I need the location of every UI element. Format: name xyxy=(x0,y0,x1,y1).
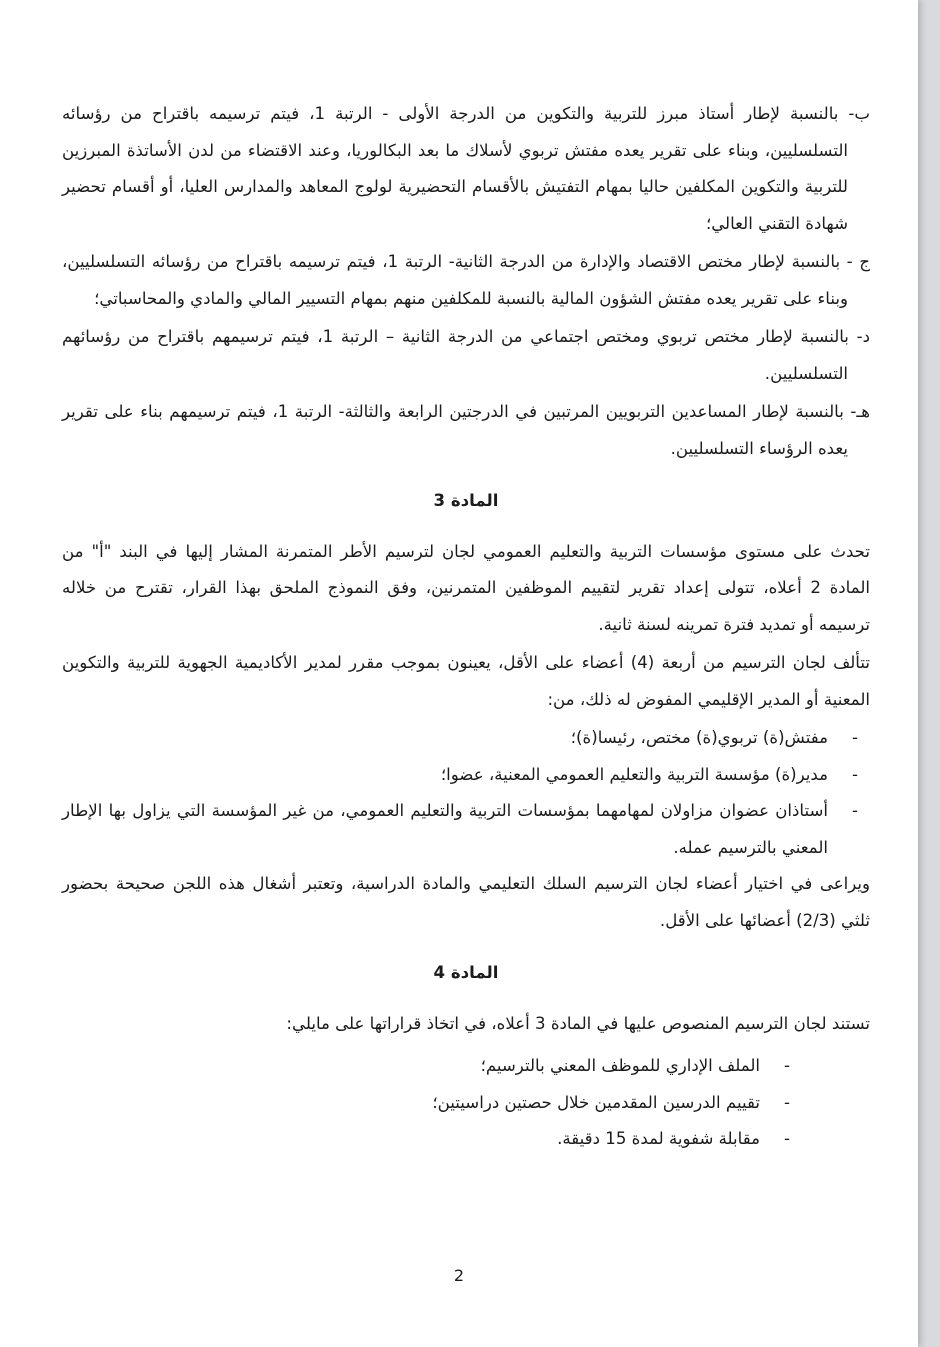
article-3-paragraph-3: ويراعى في اختيار أعضاء لجان الترسيم السلك التعليمي والمادة الدراسية، وتعتبر أشغال هذه اللجن صحيحة بحضور ثلثي (2/3) أعضائها على الأقل. xyxy=(62,874,870,930)
committee-members-list xyxy=(62,720,870,866)
page-number: 2 xyxy=(453,1266,465,1285)
paragraph-j: ج - بالنسبة لإطار مختص الاقتصاد والإدارة من الدرجة الثانية- الرتبة 1، فيتم ترسيمه باقتراح من رؤسائه التسلسليين، وبناء على تقرير يعده مفتش الشؤون المالية بالنسبة للمكلفين منهم بمهام التسيير المالي والمادي والمحاسباتي؛ xyxy=(62,252,870,308)
article-3-paragraph-1: تحدث على مستوى مؤسسات التربية والتعليم العمومي لجان لترسيم الأطر المتمرنة المشار إليها في البند "أ" من المادة 2 أعلاه، تتولى إعداد تقرير لتقييم الموظفين المتمرنين، وفق النموذج الملحق بهذا القرار، تقترح من خلاله ترسيمه أو تمديد فترة تمرينه لسنة ثانية. xyxy=(62,541,870,634)
list-item xyxy=(62,1085,870,1122)
dash-bullet: - xyxy=(784,1092,790,1112)
list-item xyxy=(62,1048,870,1085)
article-4-intro: تستند لجان الترسيم المنصوص عليها في المادة 3 أعلاه، في اتخاذ قراراتها على مايلي: xyxy=(286,1013,870,1033)
member-text: مفتش(ة) تربوي(ة) مختص، رئيسا(ة)؛ xyxy=(570,728,828,747)
article-3-paragraph-2: تتألف لجان الترسيم من أربعة (4) أعضاء على الأقل، يعينون بموجب مقرر لمدير الأكاديمية الجهوية للتربية والتكوين المعنية أو المدير الإقليمي المفوض له ذلك، من: xyxy=(62,653,870,709)
dash-bullet: - xyxy=(852,801,858,820)
article-3-heading: المادة 3 xyxy=(433,491,499,510)
paragraph-h: هـ- بالنسبة لإطار المساعدين التربويين المرتبين في الدرجتين الرابعة والثالثة- الرتبة 1، فيتم ترسيمهم بناء على تقرير يعده الرؤساء التسلسليين. xyxy=(62,402,870,458)
criterion-text: تقييم الدرسين المقدمين خلال حصتين دراسيتين؛ xyxy=(432,1092,760,1112)
criterion-text: الملف الإداري للموظف المعني بالترسيم؛ xyxy=(480,1056,760,1075)
document-body xyxy=(62,96,870,1158)
list-item xyxy=(62,757,870,794)
list-item xyxy=(62,720,870,757)
list-item xyxy=(62,793,870,866)
paragraph-b: ب- بالنسبة لإطار أستاذ مبرز للتربية والتكوين من الدرجة الأولى - الرتبة 1، فيتم ترسيمه باقتراح من رؤسائه التسلسليين، وبناء على تقرير يعده مفتش تربوي لأسلاك ما بعد البكالوريا، وعند الاقتضاء من لدن الأساتذة المبرزين للتربية والتكوين المكلفين حاليا بمهام التفتيش بالأقسام التحضيرية لولوج المعاهد والمدارس العليا، أو أقسام تحضير شهادة التقني العالي؛ xyxy=(62,104,870,233)
member-text: مدير(ة) مؤسسة التربية والتعليم العمومي المعنية، عضوا؛ xyxy=(440,764,828,784)
dash-bullet: - xyxy=(784,1129,790,1148)
criterion-text: مقابلة شفوية لمدة 15 دقيقة. xyxy=(557,1129,760,1148)
paragraph-d: د- بالنسبة لإطار مختص تربوي ومختص اجتماعي من الدرجة الثانية – الرتبة 1، فيتم ترسيمهم باقتراح من رؤسائهم التسلسليين. xyxy=(62,327,870,383)
dash-bullet: - xyxy=(784,1056,790,1075)
member-text: أستاذان عضوان مزاولان لمهامهما بمؤسسات التربية والتعليم العمومي، من غير المؤسسة التي يزاول بها الإطار المعني بالترسيم عمله. xyxy=(62,801,828,857)
article-4-heading: المادة 4 xyxy=(433,963,499,982)
criteria-list xyxy=(62,1048,870,1158)
dash-bullet: - xyxy=(852,764,858,784)
dash-bullet: - xyxy=(852,728,858,747)
list-item xyxy=(62,1121,870,1158)
